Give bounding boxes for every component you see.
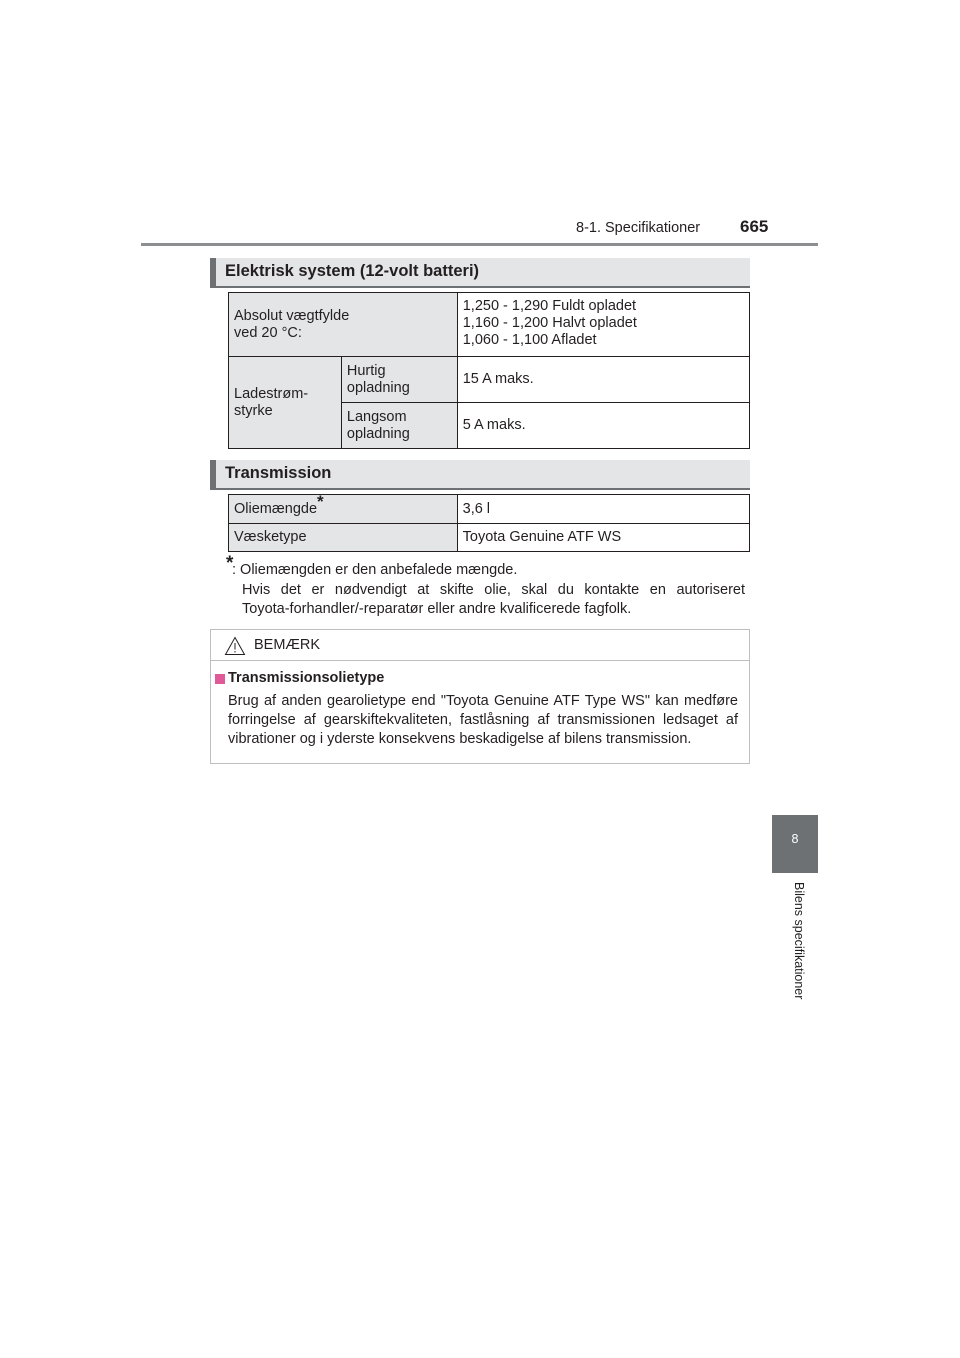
table-row: [229, 495, 750, 524]
header-divider: [141, 243, 818, 246]
density-label: Absolut vægtfylde ved 20 °C:: [229, 293, 458, 357]
footnote-line-1: : Oliemængden er den anbefalede mængde.: [232, 562, 518, 578]
density-value: 1,250 - 1,290 Fuldt opladet 1,160 - 1,200 Halvt opladet 1,060 - 1,100 Afladet: [457, 293, 749, 357]
chapter-number: 8: [791, 832, 799, 846]
notice-title: BEMÆRK: [254, 637, 321, 653]
table-row: [229, 293, 750, 357]
table-row: [229, 357, 750, 403]
chapter-label: Bilens specifikationer: [792, 882, 806, 1000]
notice-header: [211, 630, 749, 661]
notice-subtitle: Transmissionsolietype: [228, 670, 385, 686]
slow-charge-value: 5 A maks.: [457, 403, 749, 449]
footnote-asterisk: *: [226, 553, 234, 574]
transmission-section-heading: [210, 460, 750, 488]
table-row: [229, 524, 750, 552]
section-title: 8-1. Specifikationer: [576, 220, 701, 236]
footnote-marker: *: [317, 491, 324, 511]
electric-spec-table: [228, 292, 750, 449]
footnote-line-3: Toyota-forhandler/-reparatør eller andre kvalificerede fagfolk.: [242, 601, 632, 617]
fluid-type-label: Væsketype: [229, 524, 458, 552]
footnote-line-2: Hvis det er nødvendigt at skifte olie, skal du kontakte en autoriseret: [242, 582, 745, 598]
warning-icon: [224, 636, 246, 656]
fast-charge-value: 15 A maks.: [457, 357, 749, 403]
bullet-square-icon: [215, 674, 225, 684]
chapter-tab[interactable]: [772, 815, 818, 873]
electric-section-heading: [210, 258, 750, 286]
oil-quantity-label: Oliemængde*: [229, 495, 458, 524]
charge-current-label: Ladestrøm- styrke: [229, 357, 342, 449]
fast-charge-label: Hurtig opladning: [341, 357, 457, 403]
transmission-spec-table: [228, 491, 750, 552]
notice-body: Brug af anden gearolietype end "Toyota Genuine ATF Type WS" kan medføre forringelse af gearskiftekvaliteten, fastlåsning af transmissionen ledsaget af vibrationer og i yderste konsekvens beskadigelse af bilens transmission.: [228, 693, 738, 747]
fluid-type-value: Toyota Genuine ATF WS: [457, 524, 749, 552]
page-number: 665: [740, 217, 769, 236]
electric-section-title: Elektrisk system (12-volt batteri): [225, 262, 480, 280]
notice-box: [210, 629, 750, 764]
oil-quantity-value: 3,6 l: [457, 495, 749, 524]
slow-charge-label: Langsom opladning: [341, 403, 457, 449]
transmission-section-title: Transmission: [225, 464, 332, 482]
